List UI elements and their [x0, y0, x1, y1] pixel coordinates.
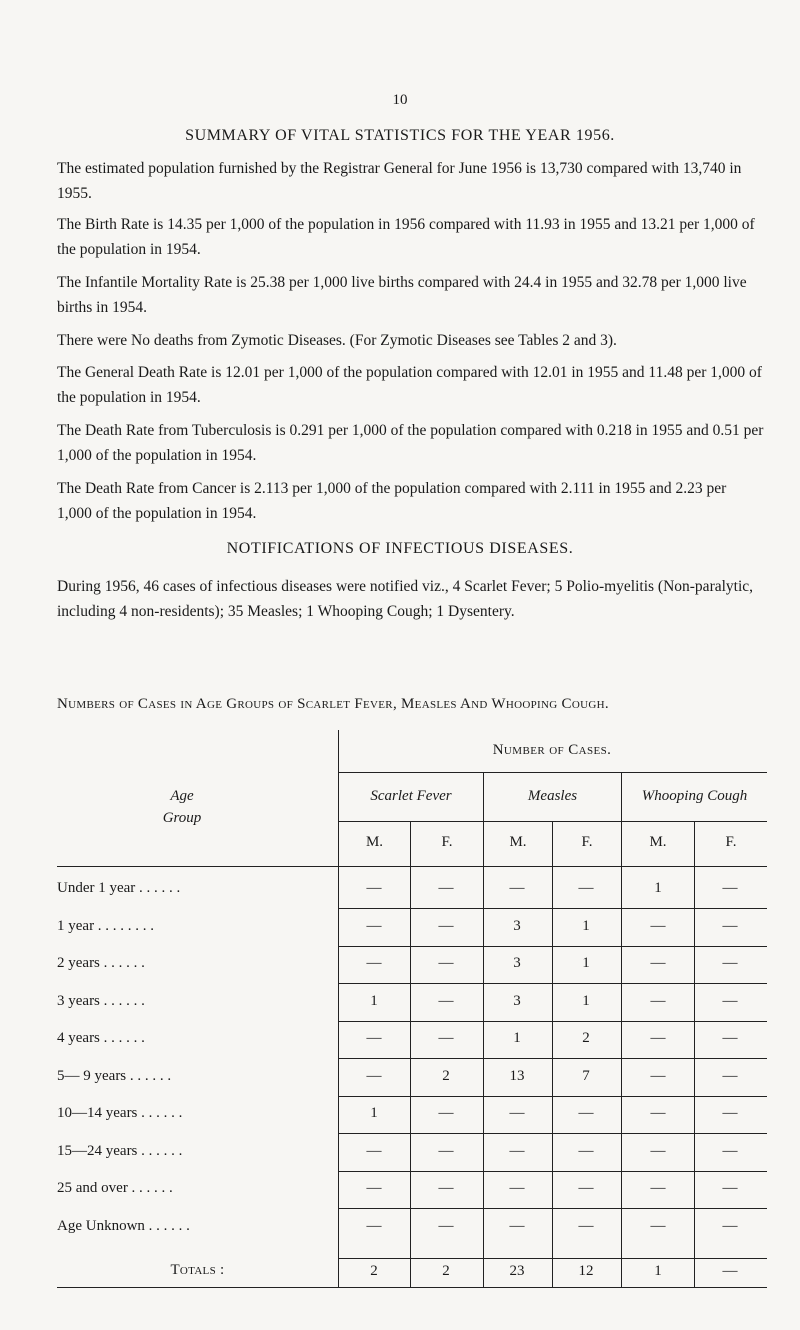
- table-cell: —: [650, 992, 666, 1009]
- table-row-age-label: Age Unknown . . . . . .: [57, 1217, 190, 1234]
- table-row-age-label: 2 years . . . . . .: [57, 955, 145, 971]
- table-row-age-label: 4 years . . . . . .: [57, 1030, 145, 1046]
- table-caption: Numbers of Cases in Age Groups of Scarlet Fever, Measles And Whooping Cough.: [57, 696, 609, 712]
- table-row-age-label: Under 1 year . . . . . .: [57, 880, 181, 896]
- rule-vertical-measles: [483, 773, 484, 1288]
- table-cell: —: [650, 1217, 666, 1234]
- row-rule: [338, 946, 767, 947]
- table-cell: 1: [513, 1030, 521, 1046]
- paragraph-notifications: During 1956, 46 cases of infectious diseases were notified viz., 4 Scarlet Fever; 5 Polio-myelitis (Non-paralytic, including 4 non-residents); 35 Measles; 1 Whooping Cough; 1 Dysentery.: [57, 578, 754, 620]
- section-heading: NOTIFICATIONS OF INFECTIOUS DISEASES.: [226, 540, 574, 557]
- table-row-age-label: 1 year . . . . . . . .: [57, 917, 155, 934]
- table-cell: —: [722, 1067, 738, 1084]
- age-group-table: [57, 730, 767, 1290]
- totals-cell: 2: [442, 1263, 450, 1279]
- disease-header-scarlet-fever: Scarlet Fever: [370, 788, 452, 804]
- table-row-age-label: 25 and over . . . . . .: [57, 1180, 173, 1196]
- table-cell: —: [650, 1067, 666, 1084]
- table-cell: —: [722, 1030, 738, 1046]
- table-cell: —: [438, 992, 454, 1009]
- sex-header-scarlet-f: F.: [441, 834, 453, 850]
- row-rule: [338, 1208, 767, 1209]
- paragraph-cancer: The Death Rate from Cancer is 2.113 per 1,000 of the population compared with 2.111 in 1955 and 2.23 per 1,000 of the population in 1954.: [57, 480, 727, 522]
- table-cell: —: [509, 880, 525, 896]
- table-cell: —: [722, 1180, 738, 1196]
- table-cell: —: [438, 955, 454, 971]
- row-rule: [338, 1133, 767, 1134]
- rule-table-bottom: [57, 1287, 767, 1288]
- paragraph-birth-rate: The Birth Rate is 14.35 per 1,000 of the population in 1956 compared with 11.93 in 1955 and 13.21 per 1,000 of the population in 1954.: [57, 216, 755, 258]
- totals-cell: 1: [654, 1263, 662, 1279]
- disease-header-whooping-cough: Whooping Cough: [641, 788, 748, 804]
- rule-vertical-whooping-mid: [694, 822, 695, 1288]
- totals-cell: 12: [578, 1263, 594, 1279]
- table-cell: —: [722, 1217, 738, 1234]
- page-number: 10: [392, 92, 408, 108]
- table-cell: —: [650, 1030, 666, 1046]
- table-cell: —: [366, 1217, 382, 1234]
- rule-vertical-whooping: [621, 773, 622, 1288]
- table-cell: 1: [582, 955, 590, 971]
- sex-header-whooping-f: F.: [725, 834, 737, 850]
- table-cell: —: [578, 1105, 594, 1121]
- table-cell: 2: [442, 1067, 450, 1084]
- table-cell: 7: [582, 1067, 590, 1084]
- sex-header-whooping-m: M.: [649, 834, 667, 850]
- rule-vertical-age: [338, 730, 339, 1288]
- paragraph-population: The estimated population furnished by the Registrar General for June 1956 is 13,730 compared with 13,740 in 1955.: [57, 160, 742, 202]
- table-cell: —: [650, 1105, 666, 1121]
- totals-label: Totals :: [170, 1262, 225, 1278]
- row-rule: [338, 1096, 767, 1097]
- table-cell: —: [366, 880, 382, 896]
- table-row-age-label: 15—24 years . . . . . .: [57, 1142, 183, 1159]
- row-rule: [338, 1058, 767, 1059]
- row-rule: [338, 908, 767, 909]
- table-cell: —: [578, 1217, 594, 1234]
- table-row-age-label: 5— 9 years . . . . . .: [57, 1067, 172, 1084]
- table-cell: 3: [513, 992, 521, 1009]
- totals-cell: 23: [509, 1263, 525, 1279]
- table-cell: —: [366, 917, 382, 934]
- table-cell: —: [366, 955, 382, 971]
- disease-header-measles: Measles: [527, 788, 578, 804]
- table-cell: —: [650, 955, 666, 971]
- table-cell: —: [650, 1142, 666, 1159]
- group-header: Group: [162, 810, 202, 826]
- table-cell: —: [438, 1180, 454, 1196]
- age-header: Age: [170, 788, 194, 804]
- table-cell: —: [578, 1180, 594, 1196]
- rule-under-group-header: [338, 772, 767, 773]
- rule-vertical-measles-mid: [552, 822, 553, 1288]
- table-cell: —: [438, 1105, 454, 1121]
- row-rule: [338, 983, 767, 984]
- table-cell: —: [722, 1105, 738, 1121]
- table-cell: —: [509, 1217, 525, 1234]
- sex-header-scarlet-m: M.: [365, 834, 384, 850]
- totals-cell: 2: [370, 1263, 378, 1279]
- table-cell: 1: [582, 917, 590, 934]
- table-cell: —: [438, 1030, 454, 1046]
- rule-vertical-scarlet-mid: [410, 822, 411, 1288]
- table-cell: —: [578, 880, 594, 896]
- rule-under-header: [57, 866, 767, 867]
- table-cell: —: [722, 880, 738, 896]
- page-title: SUMMARY OF VITAL STATISTICS FOR THE YEAR 1956.: [185, 127, 615, 144]
- table-cell: —: [366, 1142, 382, 1159]
- paragraph-general-death-rate: The General Death Rate is 12.01 per 1,000 of the population compared with 12.01 in 1955 and 11.48 per 1,000 of the population in 1954.: [57, 364, 762, 406]
- table-cell: 2: [582, 1030, 590, 1046]
- table-cell: —: [650, 1180, 666, 1196]
- table-cell: 1: [370, 992, 378, 1009]
- paragraph-tuberculosis: The Death Rate from Tuberculosis is 0.291 per 1,000 of the population compared with 0.218 in 1955 and 0.51 per 1,000 of the population in 1954.: [57, 422, 764, 464]
- table-cell: —: [509, 1142, 525, 1159]
- number-of-cases-header: Number of Cases.: [492, 742, 612, 758]
- table-cell: —: [438, 1142, 454, 1159]
- table-cell: —: [722, 955, 738, 971]
- table-cell: —: [509, 1180, 525, 1196]
- table-cell: —: [650, 917, 666, 934]
- table-cell: —: [722, 917, 738, 934]
- table-cell: 13: [509, 1067, 525, 1084]
- sex-header-measles-m: M.: [509, 834, 527, 850]
- table-cell: —: [438, 1217, 454, 1234]
- row-rule: [338, 1021, 767, 1022]
- table-cell: —: [578, 1142, 594, 1159]
- sex-header-measles-f: F.: [581, 834, 593, 850]
- table-cell: —: [438, 917, 454, 934]
- table-cell: 1: [582, 992, 590, 1009]
- paragraph-infantile-mortality: The Infantile Mortality Rate is 25.38 per 1,000 live births compared with 24.4 in 1955 and 32.78 per 1,000 live births in 1954.: [57, 274, 747, 316]
- table-cell: —: [509, 1105, 525, 1121]
- table-row-age-label: 10—14 years . . . . . .: [57, 1105, 183, 1121]
- table-cell: —: [366, 1030, 382, 1046]
- paragraph-zymotic: There were No deaths from Zymotic Diseases. (For Zymotic Diseases see Tables 2 and 3).: [57, 332, 617, 349]
- table-cell: —: [722, 992, 738, 1009]
- table-row-age-label: 3 years . . . . . .: [57, 992, 145, 1009]
- table-cell: 3: [513, 955, 521, 971]
- totals-cell: —: [722, 1263, 738, 1279]
- table-cell: —: [366, 1067, 382, 1084]
- table-cell: 1: [370, 1105, 378, 1121]
- table-cell: —: [438, 880, 454, 896]
- row-rule: [338, 1171, 767, 1172]
- table-cell: —: [366, 1180, 382, 1196]
- table-cell: 3: [513, 917, 521, 934]
- table-cell: 1: [654, 880, 662, 896]
- table-cell: —: [722, 1142, 738, 1159]
